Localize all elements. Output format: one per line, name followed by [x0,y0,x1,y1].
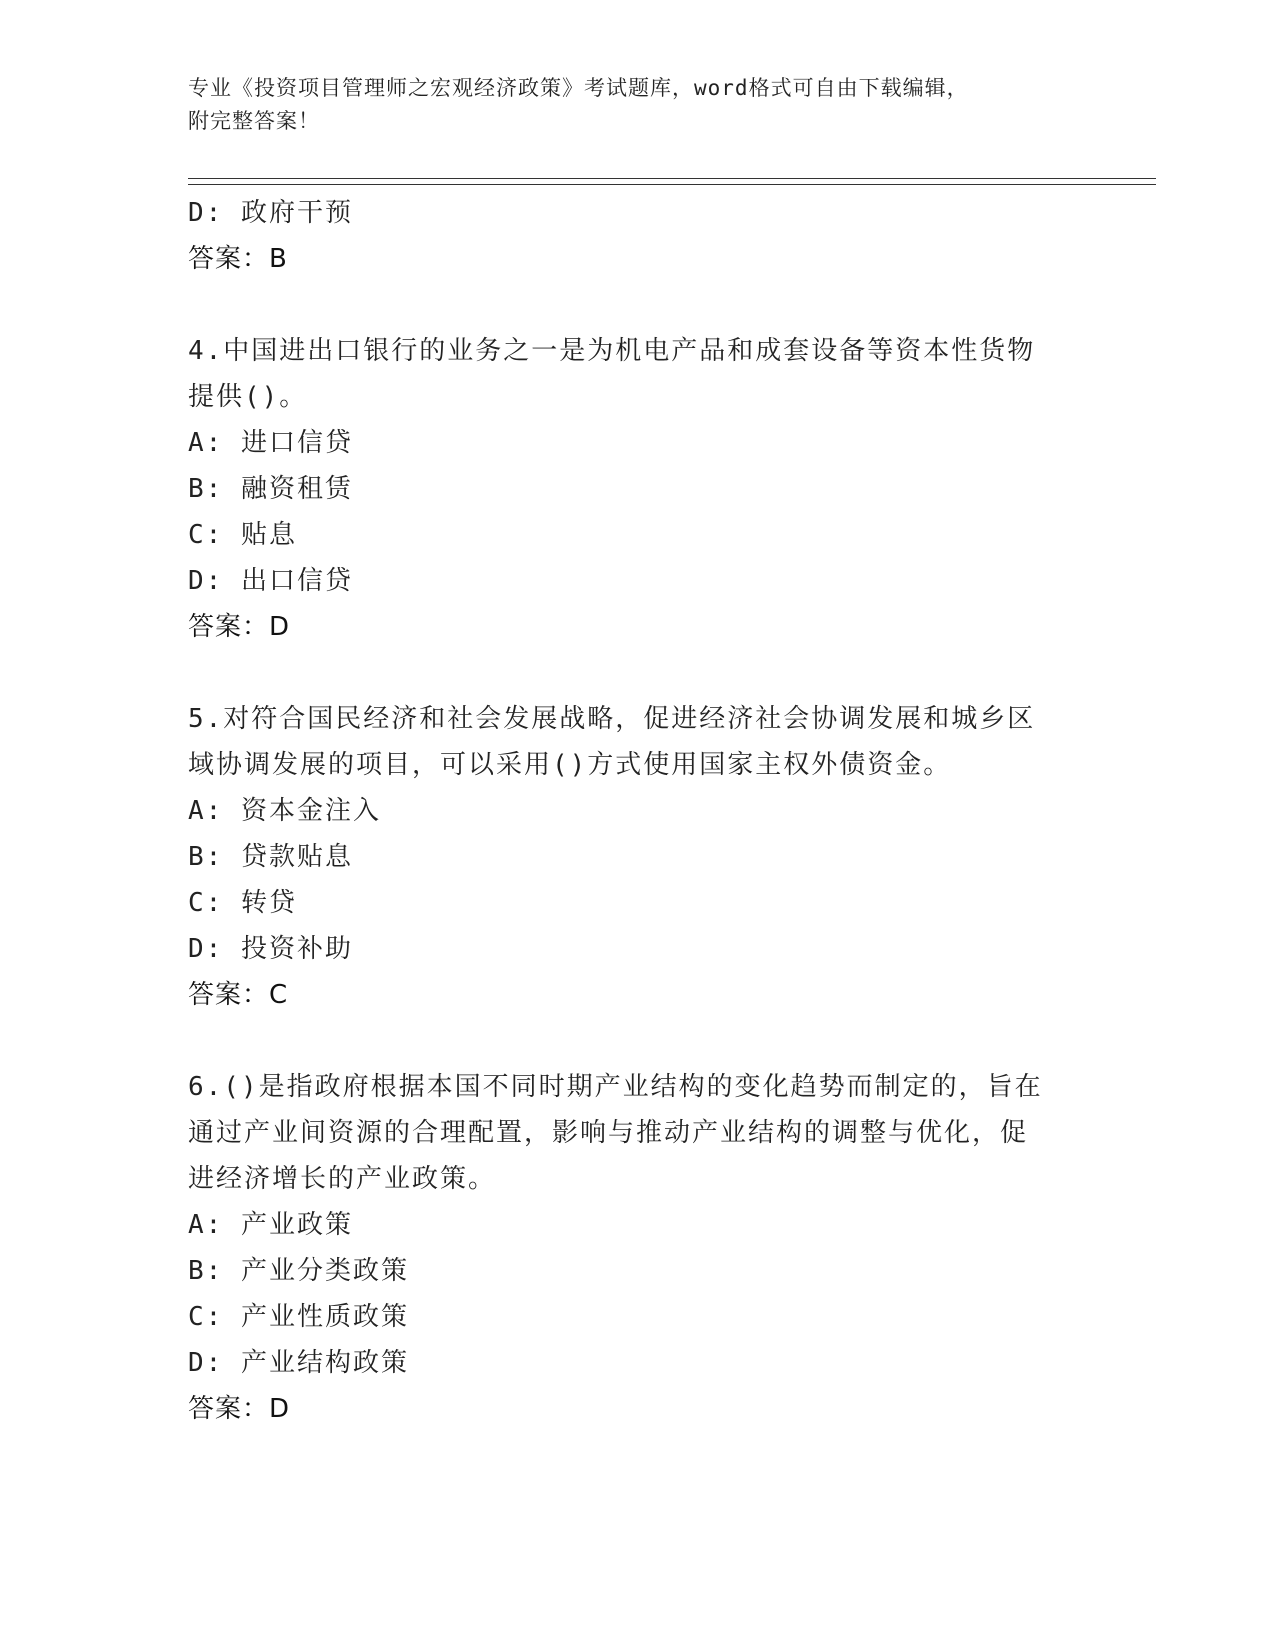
answer-line: 答案：B [188,244,288,274]
question-text-line: 6.()是指政府根据本国不同时期产业结构的变化趋势而制定的，旨在 [188,1072,1043,1102]
option-d: D: 产业结构政策 [188,1348,409,1378]
question-3-tail [188,190,1068,282]
option-c: C: 产业性质政策 [188,1302,409,1332]
question-6 [188,1064,1068,1432]
option-b: B: 贷款贴息 [188,842,353,872]
option-a: A: 进口信贷 [188,428,353,458]
answer-line: 答案：D [188,612,291,642]
option-c: C: 转贷 [188,888,297,918]
question-4 [188,328,1068,650]
option-d: D: 政府干预 [188,198,353,228]
option-d: D: 出口信贷 [188,566,353,596]
question-text-line: 5.对符合国民经济和社会发展战略，促进经济社会协调发展和城乡区 [188,704,1036,734]
option-a: A: 产业政策 [188,1210,353,1240]
question-text-line: 提供()。 [188,382,308,412]
answer-line: 答案：C [188,980,289,1010]
question-5 [188,696,1068,1018]
question-text-line: 进经济增长的产业政策。 [188,1164,497,1194]
option-a: A: 资本金注入 [188,796,381,826]
header-divider [188,178,1156,185]
page-header [188,72,1068,138]
question-text-line: 通过产业间资源的合理配置，影响与推动产业结构的调整与优化，促 [188,1118,1029,1148]
option-b: B: 产业分类政策 [188,1256,409,1286]
question-text-line: 域协调发展的项目，可以采用()方式使用国家主权外债资金。 [188,750,952,780]
answer-line: 答案：D [188,1394,291,1424]
option-b: B: 融资租赁 [188,474,353,504]
option-c: C: 贴息 [188,520,297,550]
question-text-line: 4.中国进出口银行的业务之一是为机电产品和成套设备等资本性货物 [188,336,1036,366]
header-line-2: 附完整答案！ [188,109,320,133]
header-line-1: 专业《投资项目管理师之宏观经济政策》考试题库，word格式可自由下载编辑， [188,76,969,100]
question-content [188,190,1068,1432]
option-d: D: 投资补助 [188,934,353,964]
